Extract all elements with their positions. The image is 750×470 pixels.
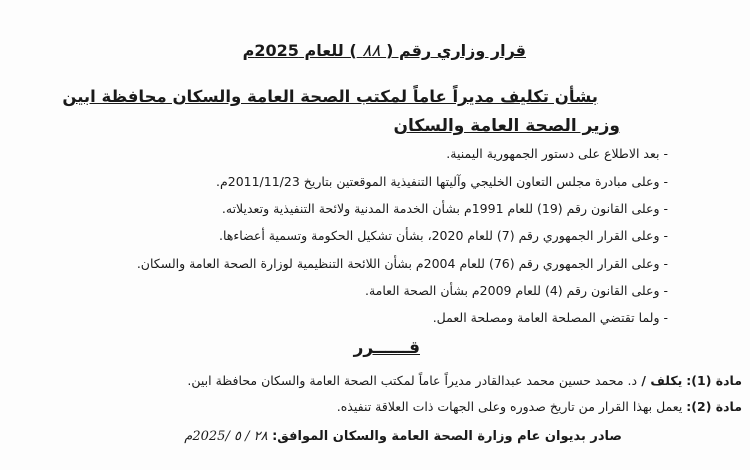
article-lead: يكلف / [637, 373, 683, 388]
decree-number: ٨٨ [362, 41, 381, 61]
issuer-heading: وزير الصحة العامة والسكان [393, 116, 620, 136]
decision-heading: قــــــرر [353, 338, 420, 358]
article-label: مادة (1): [686, 373, 742, 388]
article-1 [187, 375, 742, 388]
decree-title-prefix: قرار وزاري رقم ( [386, 41, 526, 60]
preamble-clause: - وعلى مبادرة مجلس التعاون الخليجي وآليتها التنفيذية الموقعتين بتاريخ 2011/11/23م. [216, 174, 668, 189]
decree-title [243, 43, 526, 60]
preamble-clause: - وعلى القانون رقم (4) للعام 2009م بشأن الصحة العامة. [365, 283, 668, 298]
article-text: د. محمد حسين محمد عبدالقادر مديراً عاماً لمكتب الصحة العامة والسكان محافظة ابين. [187, 373, 638, 388]
preamble-clause: - وعلى القانون رقم (19) للعام 1991م بشأن الخدمة المدنية ولائحة التنفيذية وتعديلاته. [221, 201, 668, 216]
decree-title-suffix: ) للعام 2025م [242, 41, 357, 60]
preamble-clause: - بعد الاطلاع على دستور الجمهورية اليمنية. [446, 146, 668, 161]
article-2 [337, 401, 742, 414]
issuance-footer [184, 430, 622, 443]
article-label: مادة (2): [686, 399, 742, 414]
preamble-clause: - ولما تقتضي المصلحة العامة ومصلحة العمل. [432, 310, 668, 325]
issue-date: ٢٨ / ٥ /2025م [184, 429, 268, 444]
footer-text: صادر بديوان عام وزارة الصحة العامة والسكان الموافق: [272, 429, 622, 444]
preamble-clause: - وعلى القرار الجمهوري رقم (7) للعام 2020، بشأن تشكيل الحكومة وتسمية أعضاءها. [219, 228, 668, 243]
preamble-clause: - وعلى القرار الجمهوري رقم (76) للعام 2004م بشأن اللائحة التنظيمية لوزارة الصحة العامة والسكان. [136, 256, 668, 271]
decree-subject: بشأن تكليف مديراً عاماً لمكتب الصحة العامة والسكان محافظة ابين [62, 87, 598, 106]
article-text: يعمل بهذا القرار من تاريخ صدوره وعلى الجهات ذات العلاقة تنفيذه. [336, 399, 683, 414]
